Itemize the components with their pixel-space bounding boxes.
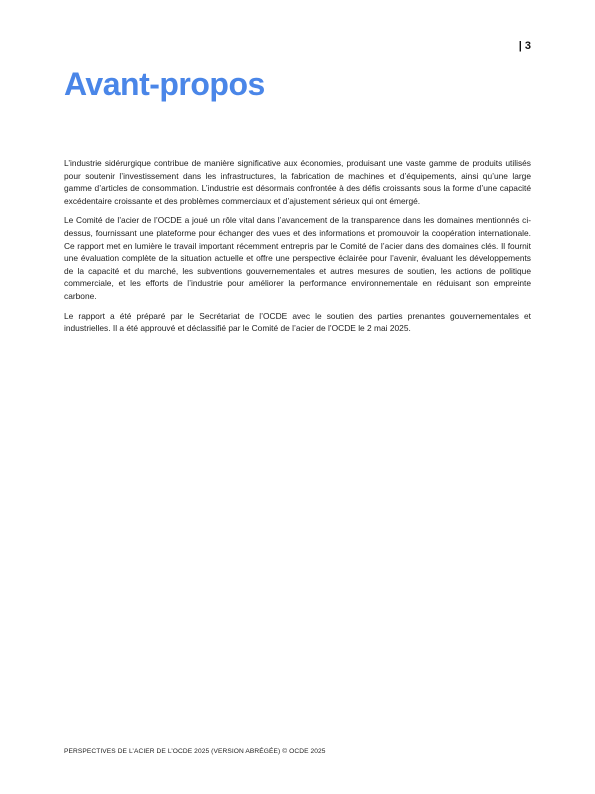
- page-number: | 3: [518, 40, 531, 52]
- paragraph: Le Comité de l’acier de l’OCDE a joué un rôle vital dans l’avancement de la transparence dans les domaines mentionnés ci-dessus, fournissant une plateforme pour échanger des vues et des informations et promouvoir la coopération internationale. Ce rapport met en lumière le travail important récemment entrepris par le Comité de l’acier dans des domaines clés. Il fournit une évaluation complète de la situation actuelle et offre une perspective éclairée pour l’avenir, évaluant les développements de la capacité et du marché, les subventions gouvernementales et autres mesures de soutien, les actions de politique commerciale, et les efforts de l’industrie pour améliorer la performance environnementale en réduisant son empreinte carbone.: [64, 215, 531, 301]
- page-title: Avant-propos: [64, 66, 265, 102]
- body-text: [64, 157, 531, 342]
- paragraph: Le rapport a été préparé par le Secrétariat de l’OCDE avec le soutien des parties prenantes gouvernementales et industrielles. Il a été approuvé et déclassifié par le Comité de l’acier de l’OCDE le 2 mai 2025.: [64, 310, 531, 334]
- page-footer: PERSPECTIVES DE L’ACIER DE L’OCDE 2025 (VERSION ABRÉGÉE) © OCDE 2025: [64, 748, 326, 755]
- paragraph: L’industrie sidérurgique contribue de manière significative aux économies, produisant une vaste gamme de produits utilisés pour soutenir l’investissement dans les infrastructures, la fabrication de machines et d’équipements, ainsi qu’une large gamme d’articles de consommation. L’industrie est désormais confrontée à des défis croissants sous la forme d’une capacité excédentaire croissante et des problèmes commerciaux et d’ajustement sérieux qui ont émergé.: [64, 158, 531, 206]
